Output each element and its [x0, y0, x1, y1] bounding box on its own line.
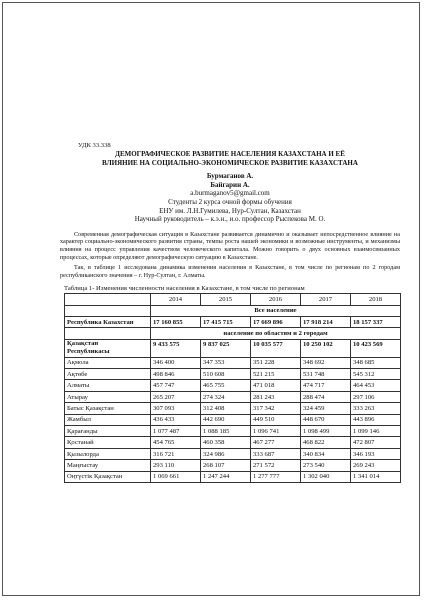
year-header-cell: 2015: [201, 294, 251, 305]
value-cell: 521 215: [251, 369, 301, 380]
header-blank-cell: [65, 294, 151, 305]
paper-title: [60, 150, 400, 167]
value-cell: 281 243: [251, 391, 301, 402]
value-cell: 10 250 102: [301, 339, 351, 357]
author-1: Бурмаганов А.: [206, 172, 254, 181]
title-line-1: ДЕМОГРАФИЧЕСКОЕ РАЗВИТИЕ НАСЕЛЕНИЯ КАЗАХСТАНА И ЕЁ: [115, 150, 345, 158]
value-cell: 333 687: [251, 448, 301, 459]
value-cell: 471 018: [251, 380, 301, 391]
population-table: [64, 293, 401, 483]
title-line-2: ВЛИЯНИЕ НА СОЦИАЛЬНО-ЭКОНОМИЧЕСКОЕ РАЗВИТИЕ КАЗАХСТАНА: [102, 158, 358, 167]
value-cell: 347 353: [201, 357, 251, 368]
row-name-cell: Алматы: [65, 380, 151, 391]
value-cell: 454 765: [151, 437, 201, 448]
value-cell: 531 748: [301, 369, 351, 380]
value-cell: 474 717: [301, 380, 351, 391]
value-cell: 297 106: [351, 391, 401, 402]
value-cell: 1 302 040: [301, 471, 351, 482]
affiliation-2: ЕНУ им. Л.Н.Гумилева, Нур-Султан, Казахстан: [159, 206, 301, 215]
republic-row: [65, 317, 401, 328]
value-cell: 9 837 025: [201, 339, 251, 357]
table-row: [65, 357, 401, 368]
value-cell: 1 098 499: [301, 426, 351, 437]
affiliation-1: Студенты 2 курса очной формы обучения: [168, 197, 292, 206]
value-cell: 324 459: [301, 403, 351, 414]
row-name-cell: Қостанай: [65, 437, 151, 448]
value-cell: 274 324: [201, 391, 251, 402]
row-name-cell: Қызылорда: [65, 448, 151, 459]
row-name-cell: Ақтөбе: [65, 369, 151, 380]
section-blank-cell: [65, 305, 151, 316]
value-cell: 1 099 146: [351, 426, 401, 437]
regions-total-row: [65, 339, 401, 357]
value-cell: 1 088 185: [201, 426, 251, 437]
value-cell: 1 341 014: [351, 471, 401, 482]
author-email: a.burmaganov5@gmail.com: [190, 189, 270, 198]
value-cell: 317 342: [251, 403, 301, 414]
table-row: [65, 380, 401, 391]
value-cell: 265 207: [151, 391, 201, 402]
table-row: [65, 437, 401, 448]
author-block: [60, 172, 400, 224]
value-cell: 442 690: [201, 414, 251, 425]
value-cell: 316 721: [151, 448, 201, 459]
table-row: [65, 471, 401, 482]
value-cell: 510 608: [201, 369, 251, 380]
value-cell: 351 228: [251, 357, 301, 368]
value-cell: 1 277 777: [251, 471, 301, 482]
table-row: [65, 414, 401, 425]
value-cell: 472 807: [351, 437, 401, 448]
value-cell: 273 540: [301, 460, 351, 471]
value-cell: 346 400: [151, 357, 201, 368]
value-cell: 545 312: [351, 369, 401, 380]
value-cell: 464 453: [351, 380, 401, 391]
paper-page: [60, 142, 400, 483]
value-cell: 467 277: [251, 437, 301, 448]
author-2: Байгарин А.: [210, 180, 250, 189]
table-caption: Таблица 1- Изменения численности населения в Казахстане, в том числе по регионам: [64, 285, 305, 293]
table-row: [65, 369, 401, 380]
row-name-cell: Батыс Қазақстан: [65, 403, 151, 414]
value-cell: 18 157 337: [351, 317, 401, 328]
value-cell: 9 433 575: [151, 339, 201, 357]
table-row: [65, 460, 401, 471]
row-name-cell: Маңғыстау: [65, 460, 151, 471]
value-cell: 1 077 487: [151, 426, 201, 437]
value-cell: 17 669 896: [251, 317, 301, 328]
table-header-row: [65, 294, 401, 305]
year-header-cell: 2014: [151, 294, 201, 305]
value-cell: 443 896: [351, 414, 401, 425]
row-name-cell: Республика Казахстан: [65, 317, 151, 328]
value-cell: 498 846: [151, 369, 201, 380]
value-cell: 340 834: [301, 448, 351, 459]
row-name-cell: Қазақстан Республикасы: [65, 339, 151, 357]
supervisor: Научный руководитель – к.э.н., и.о. профессор Рыспекова М. О.: [134, 215, 326, 224]
value-cell: 271 572: [251, 460, 301, 471]
value-cell: 448 670: [301, 414, 351, 425]
section-row-all: [65, 305, 401, 316]
value-cell: 324 986: [201, 448, 251, 459]
row-name-cell: Қарағанды: [65, 426, 151, 437]
value-cell: 468 822: [301, 437, 351, 448]
row-name-cell: Оңтүстік Қазақстан: [65, 471, 151, 482]
value-cell: 348 685: [351, 357, 401, 368]
value-cell: 17 415 715: [201, 317, 251, 328]
value-cell: 436 433: [151, 414, 201, 425]
value-cell: 10 423 569: [351, 339, 401, 357]
section-label-cell: население по областям и 2 городам: [151, 328, 401, 339]
year-header-cell: 2018: [351, 294, 401, 305]
value-cell: 269 243: [351, 460, 401, 471]
value-cell: 307 093: [151, 403, 201, 414]
udk-code: УДК 33.338: [78, 142, 111, 149]
paragraph-1: Современная демографическая ситуация в Казахстане развивается динамично и оказывает непосредственное влияние на характер социально-экономического развития страны, темпы роста нашей экономики и возможные инструменты, и механизмы влияния на процесс управления качеством человеческого капитала. Можно говорить о двух основных взаимосвязанных процессах, которые определяют демографическую ситуацию в Казахстане.: [60, 230, 400, 261]
value-cell: 268 107: [201, 460, 251, 471]
row-name-cell: Атырау: [65, 391, 151, 402]
value-cell: 10 035 577: [251, 339, 301, 357]
row-name-cell: Ақмола: [65, 357, 151, 368]
row-name-cell: Жамбыл: [65, 414, 151, 425]
value-cell: 333 263: [351, 403, 401, 414]
value-cell: 348 692: [301, 357, 351, 368]
value-cell: 460 358: [201, 437, 251, 448]
value-cell: 346 193: [351, 448, 401, 459]
table-row: [65, 391, 401, 402]
value-cell: 293 110: [151, 460, 201, 471]
value-cell: 449 510: [251, 414, 301, 425]
value-cell: 312 408: [201, 403, 251, 414]
value-cell: 17 160 855: [151, 317, 201, 328]
value-cell: 457 747: [151, 380, 201, 391]
year-header-cell: 2016: [251, 294, 301, 305]
value-cell: 288 474: [301, 391, 351, 402]
value-cell: 1 069 661: [151, 471, 201, 482]
value-cell: 1 096 741: [251, 426, 301, 437]
year-header-cell: 2017: [301, 294, 351, 305]
value-cell: 1 247 244: [201, 471, 251, 482]
value-cell: 465 755: [201, 380, 251, 391]
value-cell: 17 918 214: [301, 317, 351, 328]
table-row: [65, 403, 401, 414]
section-blank-cell: [65, 328, 151, 339]
section-row-regions: [65, 328, 401, 339]
table-row: [65, 426, 401, 437]
section-label-cell: Все население: [151, 305, 401, 316]
table-row: [65, 448, 401, 459]
paragraph-2: Так, в таблице 1 исследована динамика изменения населения в Казахстане, в том числе по регионам по 2 городам республиканского значения – г. Нур-Султан, г. Алматы.: [60, 264, 400, 279]
